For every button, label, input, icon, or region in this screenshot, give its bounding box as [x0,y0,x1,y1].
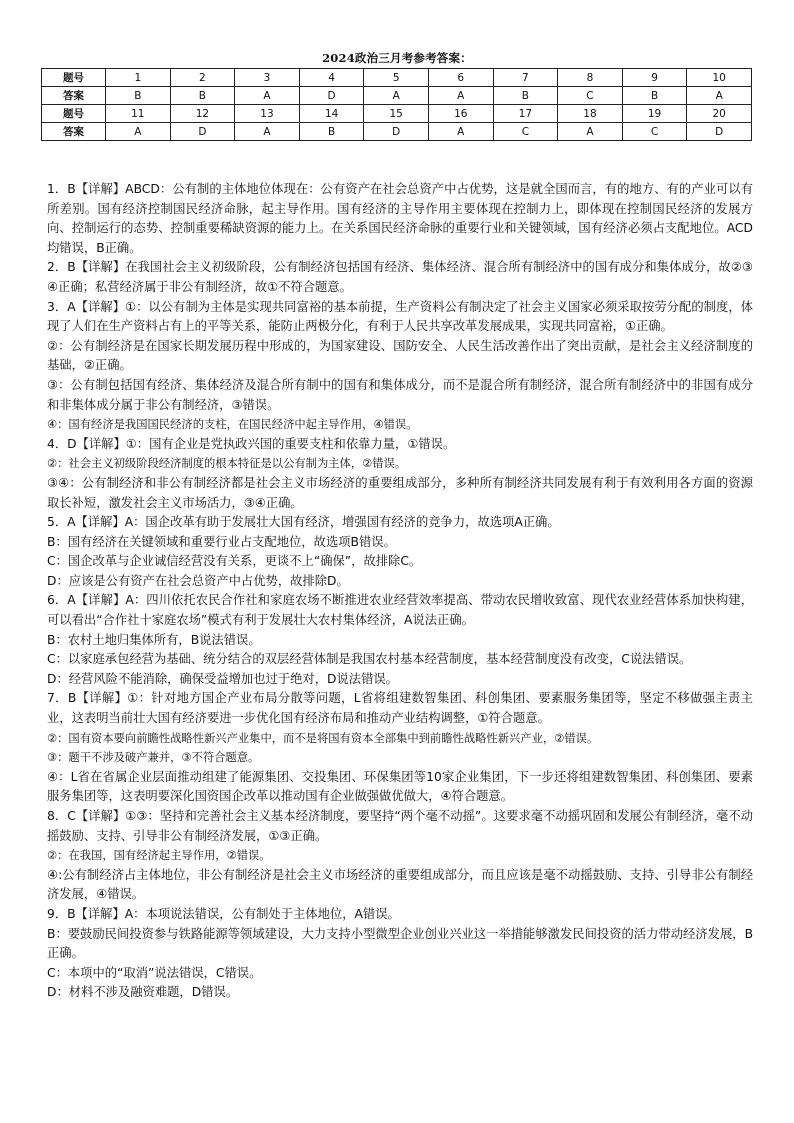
answer-cell: A [235,87,300,105]
answer-cell: B [622,87,687,105]
explanation-paragraph: B：要鼓励民间投资参与铁路能源等领域建设，大力支持小型微型企业创业兴业这一举措能够激发民间投资的活力带动经济发展，B正确。 [47,926,753,961]
question-number-cell: 4 [299,69,364,87]
explanations [47,180,753,1003]
explanation-paragraph: ③：题干不涉及破产兼并，③不符合题意。 [47,751,260,765]
answer-cell: B [106,87,171,105]
question-number-cell: 16 [428,105,493,123]
question-number-cell: 14 [299,105,364,123]
row-label: 答案 [42,87,106,105]
question-number-cell: 13 [235,105,300,123]
answer-cell: A [106,123,171,141]
question-number-cell: 15 [364,105,429,123]
explanation-paragraph: ②：在我国，国有经济起主导作用，②错误。 [47,849,271,863]
question-number-cell: 17 [493,105,558,123]
answer-table-row [42,105,752,123]
explanation-paragraph: 8．C【详解】①③：坚持和完善社会主义基本经济制度，要坚持“两个毫不动摇”。这要求毫不动摇巩固和发展公有制经济，毫不动摇鼓励、支持、引导非公有制经济发展，①③正确。 [47,809,753,843]
explanation-paragraph: C：本项中的“取消”说法错误，C错误。 [47,965,262,980]
question-number-cell: 18 [558,105,623,123]
answer-cell: A [687,87,752,105]
explanation-paragraph: C：以家庭承包经营为基础、统分结合的双层经营体制是我国农村基本经营制度，基本经营制度没有改变，C说法错误。 [47,652,692,667]
answer-cell: A [428,123,493,141]
answer-cell: D [687,123,752,141]
answer-cell: A [364,87,429,105]
explanation-paragraph: ④:公有制经济占主体地位，非公有制经济是社会主义市场经济的重要组成部分，而且应该是毫不动摇鼓励、支持、引导非公有制经济发展，④错误。 [47,867,753,902]
explanation-paragraph: B：农村土地归集体所有，B说法错误。 [47,632,261,647]
explanation-paragraph: 4．D【详解】①：国有企业是党执政兴国的重要支柱和依靠力量，①错误。 [47,436,456,451]
answer-table-row [42,123,752,141]
answer-cell: C [622,123,687,141]
answer-cell: B [170,87,235,105]
question-number-cell: 6 [428,69,493,87]
answer-cell: A [235,123,300,141]
explanation-paragraph: 9．B【详解】A：本项说法错误，公有制处于主体地位，A错误。 [47,906,400,921]
row-label: 题号 [42,105,106,123]
explanation-paragraph: ③：公有制包括国有经济、集体经济及混合所有制中的国有和集体成分，而不是混合所有制经济，混合所有制经济中的非国有成分和非集体成分属于非公有制经济，③错误。 [47,377,753,412]
question-number-cell: 8 [558,69,623,87]
explanation-paragraph: D：经营风险不能消除，确保受益增加也过于绝对，D说法错误。 [47,671,398,686]
question-number-cell: 9 [622,69,687,87]
explanation-paragraph: D：材料不涉及融资难题，D错误。 [47,985,239,1000]
answer-cell: C [558,87,623,105]
answer-table [41,68,752,141]
question-number-cell: 1 [106,69,171,87]
question-number-cell: 5 [364,69,429,87]
explanation-paragraph: D：应该是公有资产在社会总资产中占优势，故排除D。 [47,573,349,588]
explanation-paragraph: ④：国有经济是我国国民经济的支柱，在国民经济中起主导作用，④错误。 [47,418,418,432]
question-number-cell: 19 [622,105,687,123]
row-label: 答案 [42,123,106,141]
answer-cell: A [428,87,493,105]
explanation-paragraph: 3．A【详解】①：以公有制为主体是实现共同富裕的基本前提，生产资料公有制决定了社会主义国家必须采取按劳分配的制度，体现了人们在生产资料占有上的平等关系，能防止两极分化，有利于人民共享改革发展成果，实现共同富裕，①正确。 [47,299,753,334]
question-number-cell: 10 [687,69,752,87]
answer-cell: B [299,123,364,141]
question-number-cell: 11 [106,105,171,123]
explanation-paragraph: ④：L省在省属企业层面推动组建了能源集团、交投集团、环保集团等10家企业集团，下一步还将组建数智集团、科创集团、要素服务集团等，这表明要深化国资国企改革以推动国有企业做强做优做大，④符合题意。 [47,769,753,804]
explanation-paragraph: ②：社会主义初级阶段经济制度的根本特征是以公有制为主体，②错误。 [47,457,407,471]
explanation-paragraph: ②：国有资本要向前瞻性战略性新兴产业集中，而不是将国有资本全部集中到前瞻性战略性新兴产业，②错误。 [47,731,599,745]
explanation-paragraph: 6．A【详解】A：四川依托农民合作社和家庭农场不断推进农业经营效率提高、带动农民增收致富、现代农业经营体系加快构建，可以看出“合作社十家庭农场”模式有利于发展壮大农村集体经济，A说法正确。 [47,593,753,628]
answer-table-row [42,69,752,87]
explanation-paragraph: 7．B【详解】①：针对地方国企产业布局分散等问题，L省将组建数智集团、科创集团、要素服务集团等，坚定不移做强主责主业，这表明当前壮大国有经济要进一步优化国有经济布局和推动产业结构调整，①符合题意。 [47,691,753,726]
question-number-cell: 7 [493,69,558,87]
question-number-cell: 20 [687,105,752,123]
question-number-cell: 2 [170,69,235,87]
question-number-cell: 3 [235,69,300,87]
document-title: 2024政治三月考参考答案： [322,51,472,65]
explanation-paragraph: 5．A【详解】A：国企改革有助于发展壮大国有经济，增强国有经济的竞争力，故选项A正确。 [47,515,560,530]
explanation-paragraph: B：国有经济在关键领域和重要行业占支配地位，故选项B错误。 [47,534,396,549]
explanation-paragraph: 1．B【详解】ABCD：公有制的主体地位体现在：公有资产在社会总资产中占优势，这是就全国而言，有的地方、有的产业可以有所差别。国有经济控制国民经济命脉，起主导作用。国有经济的主导作用主要体现在控制力上，即体现在控制国民经济的发展方向、控制运行的态势、控制重要稀缺资源的能力上。在关系国民经济命脉的重要行业和关键领域，国有经济必须占支配地位。ACD均错误，B正确。 [47,182,753,255]
answer-cell: D [364,123,429,141]
answer-cell: A [558,123,623,141]
answer-table-row [42,87,752,105]
row-label: 题号 [42,69,106,87]
answer-cell: D [170,123,235,141]
explanation-paragraph: C：国企改革与企业诚信经营没有关系，更谈不上“确保”，故排除C。 [47,554,422,569]
explanation-paragraph: 2．B【详解】在我国社会主义初级阶段，公有制经济包括国有经济、集体经济、混合所有制经济中的国有成分和集体成分，故②③④正确；私营经济属于非公有制经济，故①不符合题意。 [47,260,753,294]
explanation-paragraph: ③④：公有制经济和非公有制经济都是社会主义市场经济的重要组成部分，多种所有制经济共同发展有利于有效利用各方面的资源取长补短，激发社会主义市场活力，③④正确。 [47,475,753,510]
question-number-cell: 12 [170,105,235,123]
answer-cell: B [493,87,558,105]
answer-cell: C [493,123,558,141]
explanation-paragraph: ②：公有制经济是在国家长期发展历程中形成的，为国家建设、国防安全、人民生活改善作出了突出贡献，是社会主义经济制度的基础，②正确。 [47,338,753,373]
answer-cell: D [299,87,364,105]
